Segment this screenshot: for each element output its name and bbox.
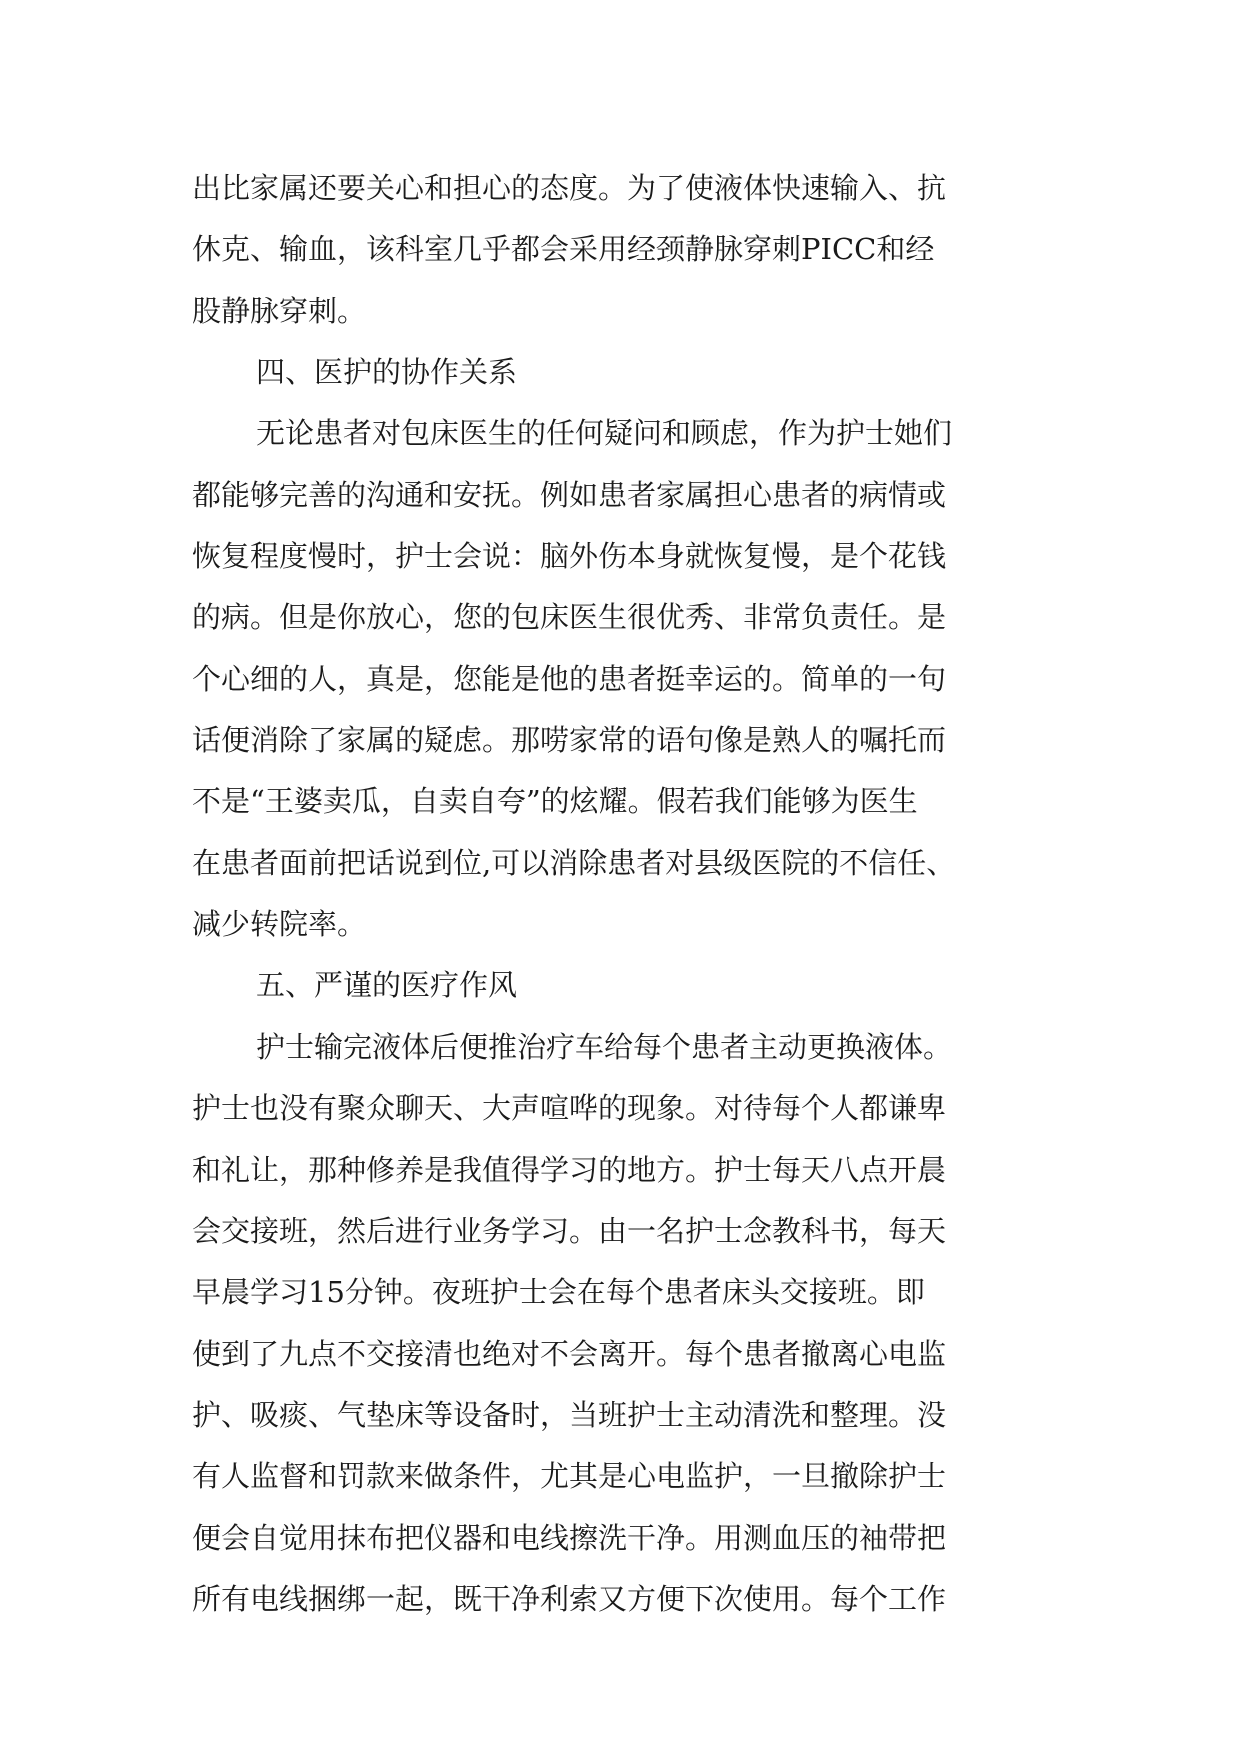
text-line: 无论患者对包床医生的任何疑问和顾虑，作为护士她们 xyxy=(256,416,953,451)
section-heading: 四、医护的协作关系 xyxy=(256,355,518,390)
text-line: 出比家属还要关心和担心的态度。为了使液体快速输入、抗 xyxy=(192,171,947,205)
text-line: 话便消除了家属的疑虑。那唠家常的语句像是熟人的嘱托而 xyxy=(192,723,947,758)
text-line: 都能够完善的沟通和安抚。例如患者家属担心患者的病情或 xyxy=(192,477,947,512)
document-body xyxy=(192,158,1072,1630)
text-line: 股静脉穿刺。 xyxy=(192,293,367,328)
text-line: 护士输完液体后便推治疗车给每个患者主动更换液体。 xyxy=(256,1029,953,1064)
text-line: 早晨学习15分钟。夜班护士会在每个患者床头交接班。即 xyxy=(192,1275,925,1310)
text-line: 不是“王婆卖瓜，自卖自夸”的炫耀。假若我们能够为医生 xyxy=(192,784,918,819)
text-line: 减少转院率。 xyxy=(192,907,367,942)
text-line: 护士也没有聚众聊天、大声喧哗的现象。对待每个人都谦卑 xyxy=(192,1091,947,1126)
text-line: 的病。但是你放心，您的包床医生很优秀、非常负责任。是 xyxy=(192,600,947,635)
text-line: 个心细的人，真是，您能是他的患者挺幸运的。简单的一句 xyxy=(192,661,947,696)
text-line: 和礼让，那种修养是我值得学习的地方。护士每天八点开晨 xyxy=(192,1152,947,1187)
text-line: 休克、输血，该科室几乎都会采用经颈静脉穿刺PICC和经 xyxy=(192,232,935,267)
text-line: 使到了九点不交接清也绝对不会离开。每个患者撤离心电监 xyxy=(192,1336,947,1371)
text-line: 在患者面前把话说到位,可以消除患者对县级医院的不信任、 xyxy=(192,845,956,880)
text-line: 恢复程度慢时，护士会说：脑外伤本身就恢复慢，是个花钱 xyxy=(192,539,947,574)
text-line: 护、吸痰、气垫床等设备时，当班护士主动清洗和整理。没 xyxy=(192,1397,947,1432)
text-line: 有人监督和罚款来做条件，尤其是心电监护，一旦撤除护士 xyxy=(192,1459,947,1494)
text-line: 会交接班，然后进行业务学习。由一名护士念教科书，每天 xyxy=(192,1213,947,1248)
section-heading: 五、严谨的医疗作风 xyxy=(256,968,518,1003)
text-line: 所有电线捆绑一起，既干净利索又方便下次使用。每个工作 xyxy=(192,1581,947,1616)
text-line: 便会自觉用抹布把仪器和电线擦洗干净。用测血压的袖带把 xyxy=(192,1520,947,1555)
